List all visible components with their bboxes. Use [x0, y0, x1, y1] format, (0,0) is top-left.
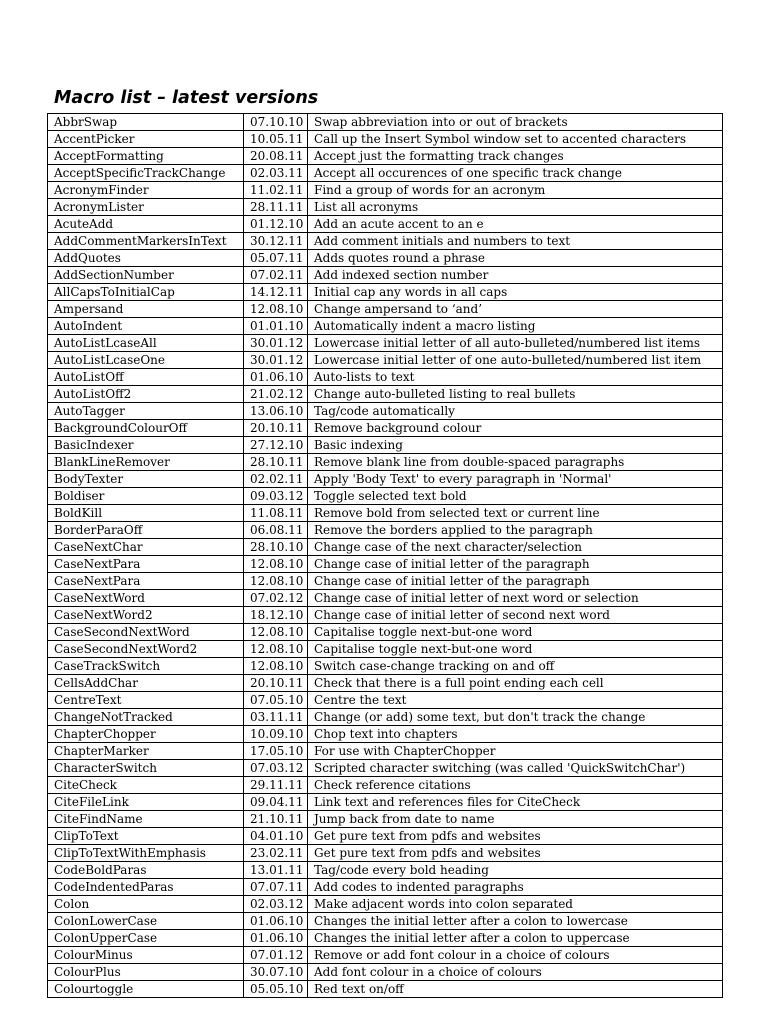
table-row	[48, 947, 723, 964]
macro-description-cell: Add an acute accent to an e	[308, 216, 723, 233]
macro-name-cell: AutoTagger	[48, 403, 244, 420]
macro-date-cell: 02.03.11	[244, 165, 308, 182]
macro-name-cell: CiteCheck	[48, 777, 244, 794]
macro-name-cell: CiteFileLink	[48, 794, 244, 811]
macro-description-cell: Remove or add font colour in a choice of colours	[308, 947, 723, 964]
macro-name-cell: AutoListLcaseAll	[48, 335, 244, 352]
table-row	[48, 845, 723, 862]
macro-date-cell: 01.06.10	[244, 930, 308, 947]
table-row	[48, 165, 723, 182]
macro-table	[47, 113, 723, 998]
table-row	[48, 743, 723, 760]
macro-date-cell: 21.10.11	[244, 811, 308, 828]
macro-description-cell: Accept just the formatting track changes	[308, 148, 723, 165]
macro-date-cell: 05.07.11	[244, 250, 308, 267]
table-row	[48, 539, 723, 556]
macro-date-cell: 06.08.11	[244, 522, 308, 539]
macro-description-cell: Find a group of words for an acronym	[308, 182, 723, 199]
macro-name-cell: AccentPicker	[48, 131, 244, 148]
macro-description-cell: Check that there is a full point ending each cell	[308, 675, 723, 692]
macro-date-cell: 04.01.10	[244, 828, 308, 845]
macro-name-cell: BlankLineRemover	[48, 454, 244, 471]
macro-description-cell: Add comment initials and numbers to text	[308, 233, 723, 250]
table-row	[48, 437, 723, 454]
macro-date-cell: 30.01.12	[244, 352, 308, 369]
macro-date-cell: 10.09.10	[244, 726, 308, 743]
macro-name-cell: Colon	[48, 896, 244, 913]
macro-name-cell: CaseSecondNextWord	[48, 624, 244, 641]
macro-date-cell: 28.11.11	[244, 199, 308, 216]
macro-name-cell: CaseNextWord2	[48, 607, 244, 624]
macro-name-cell: BoldKill	[48, 505, 244, 522]
table-row	[48, 488, 723, 505]
table-row	[48, 692, 723, 709]
macro-description-cell: For use with ChapterChopper	[308, 743, 723, 760]
macro-description-cell: Get pure text from pdfs and websites	[308, 845, 723, 862]
macro-name-cell: AddQuotes	[48, 250, 244, 267]
macro-description-cell: Apply 'Body Text' to every paragraph in 'Normal'	[308, 471, 723, 488]
table-row	[48, 471, 723, 488]
table-row	[48, 811, 723, 828]
macro-description-cell: Jump back from date to name	[308, 811, 723, 828]
table-row	[48, 607, 723, 624]
table-row	[48, 522, 723, 539]
macro-name-cell: CodeBoldParas	[48, 862, 244, 879]
macro-date-cell: 07.10.10	[244, 114, 308, 131]
macro-date-cell: 30.07.10	[244, 964, 308, 981]
macro-name-cell: AcuteAdd	[48, 216, 244, 233]
table-row	[48, 862, 723, 879]
macro-date-cell: 20.10.11	[244, 420, 308, 437]
macro-description-cell: Remove the borders applied to the paragraph	[308, 522, 723, 539]
macro-name-cell: AcceptFormatting	[48, 148, 244, 165]
macro-name-cell: AutoListOff	[48, 369, 244, 386]
table-row	[48, 335, 723, 352]
macro-date-cell: 03.11.11	[244, 709, 308, 726]
macro-date-cell: 12.08.10	[244, 301, 308, 318]
table-row	[48, 284, 723, 301]
macro-name-cell: Boldiser	[48, 488, 244, 505]
macro-name-cell: Ampersand	[48, 301, 244, 318]
macro-name-cell: CentreText	[48, 692, 244, 709]
macro-name-cell: CellsAddChar	[48, 675, 244, 692]
table-row	[48, 981, 723, 998]
macro-description-cell: Remove blank line from double-spaced paragraphs	[308, 454, 723, 471]
macro-name-cell: CaseNextChar	[48, 539, 244, 556]
macro-date-cell: 18.12.10	[244, 607, 308, 624]
table-row	[48, 301, 723, 318]
macro-date-cell: 02.03.12	[244, 896, 308, 913]
macro-description-cell: Capitalise toggle next-but-one word	[308, 641, 723, 658]
macro-date-cell: 02.02.11	[244, 471, 308, 488]
macro-description-cell: Get pure text from pdfs and websites	[308, 828, 723, 845]
table-row	[48, 233, 723, 250]
macro-date-cell: 17.05.10	[244, 743, 308, 760]
table-row	[48, 624, 723, 641]
macro-description-cell: Change case of initial letter of the paragraph	[308, 556, 723, 573]
macro-description-cell: Lowercase initial letter of all auto-bulleted/numbered list items	[308, 335, 723, 352]
macro-name-cell: AllCapsToInitialCap	[48, 284, 244, 301]
macro-date-cell: 07.07.11	[244, 879, 308, 896]
macro-date-cell: 20.10.11	[244, 675, 308, 692]
macro-description-cell: Tag/code automatically	[308, 403, 723, 420]
macro-name-cell: ChapterMarker	[48, 743, 244, 760]
macro-date-cell: 10.05.11	[244, 131, 308, 148]
macro-description-cell: Call up the Insert Symbol window set to accented characters	[308, 131, 723, 148]
macro-name-cell: CharacterSwitch	[48, 760, 244, 777]
table-row	[48, 828, 723, 845]
macro-date-cell: 12.08.10	[244, 556, 308, 573]
macro-name-cell: AutoListLcaseOne	[48, 352, 244, 369]
macro-description-cell: Accept all occurences of one specific track change	[308, 165, 723, 182]
macro-date-cell: 11.08.11	[244, 505, 308, 522]
macro-date-cell: 01.01.10	[244, 318, 308, 335]
macro-name-cell: CaseNextWord	[48, 590, 244, 607]
table-row	[48, 709, 723, 726]
macro-date-cell: 09.03.12	[244, 488, 308, 505]
macro-date-cell: 12.08.10	[244, 641, 308, 658]
table-row	[48, 131, 723, 148]
macro-name-cell: Colourtoggle	[48, 981, 244, 998]
macro-name-cell: ChangeNotTracked	[48, 709, 244, 726]
macro-description-cell: Add codes to indented paragraphs	[308, 879, 723, 896]
macro-description-cell: Change case of initial letter of second next word	[308, 607, 723, 624]
macro-description-cell: Switch case-change tracking on and off	[308, 658, 723, 675]
table-row	[48, 777, 723, 794]
table-row	[48, 930, 723, 947]
table-row	[48, 420, 723, 437]
macro-date-cell: 01.06.10	[244, 913, 308, 930]
macro-name-cell: ColonUpperCase	[48, 930, 244, 947]
macro-description-cell: Centre the text	[308, 692, 723, 709]
macro-date-cell: 07.02.12	[244, 590, 308, 607]
macro-date-cell: 20.08.11	[244, 148, 308, 165]
macro-description-cell: Change auto-bulleted listing to real bullets	[308, 386, 723, 403]
macro-description-cell: Scripted character switching (was called 'QuickSwitchChar')	[308, 760, 723, 777]
table-row	[48, 879, 723, 896]
macro-description-cell: Change (or add) some text, but don't track the change	[308, 709, 723, 726]
macro-name-cell: ChapterChopper	[48, 726, 244, 743]
macro-description-cell: Toggle selected text bold	[308, 488, 723, 505]
macro-name-cell: CiteFindName	[48, 811, 244, 828]
macro-description-cell: Red text on/off	[308, 981, 723, 998]
macro-name-cell: AcronymFinder	[48, 182, 244, 199]
table-row	[48, 114, 723, 131]
macro-name-cell: BasicIndexer	[48, 437, 244, 454]
macro-name-cell: AddSectionNumber	[48, 267, 244, 284]
macro-date-cell: 30.12.11	[244, 233, 308, 250]
macro-name-cell: AddCommentMarkersInText	[48, 233, 244, 250]
macro-name-cell: BorderParaOff	[48, 522, 244, 539]
macro-date-cell: 01.06.10	[244, 369, 308, 386]
macro-description-cell: Swap abbreviation into or out of brackets	[308, 114, 723, 131]
table-row	[48, 454, 723, 471]
macro-name-cell: AcronymLister	[48, 199, 244, 216]
macro-description-cell: Change case of the next character/selection	[308, 539, 723, 556]
table-row	[48, 556, 723, 573]
macro-description-cell: Add indexed section number	[308, 267, 723, 284]
macro-description-cell: Change case of initial letter of the paragraph	[308, 573, 723, 590]
macro-description-cell: Chop text into chapters	[308, 726, 723, 743]
macro-name-cell: CaseNextPara	[48, 573, 244, 590]
macro-name-cell: CaseTrackSwitch	[48, 658, 244, 675]
macro-description-cell: Lowercase initial letter of one auto-bulleted/numbered list item	[308, 352, 723, 369]
macro-description-cell: Changes the initial letter after a colon to lowercase	[308, 913, 723, 930]
table-row	[48, 369, 723, 386]
macro-date-cell: 30.01.12	[244, 335, 308, 352]
macro-description-cell: Remove bold from selected text or current line	[308, 505, 723, 522]
macro-description-cell: Make adjacent words into colon separated	[308, 896, 723, 913]
table-row	[48, 182, 723, 199]
macro-name-cell: ColourPlus	[48, 964, 244, 981]
table-row	[48, 250, 723, 267]
macro-name-cell: ClipToTextWithEmphasis	[48, 845, 244, 862]
macro-date-cell: 05.05.10	[244, 981, 308, 998]
macro-name-cell: ClipToText	[48, 828, 244, 845]
table-row	[48, 726, 723, 743]
macro-date-cell: 14.12.11	[244, 284, 308, 301]
macro-date-cell: 11.02.11	[244, 182, 308, 199]
macro-name-cell: ColourMinus	[48, 947, 244, 964]
macro-table-body	[48, 114, 723, 998]
macro-date-cell: 07.03.12	[244, 760, 308, 777]
macro-description-cell: Automatically indent a macro listing	[308, 318, 723, 335]
macro-date-cell: 12.08.10	[244, 624, 308, 641]
macro-description-cell: Basic indexing	[308, 437, 723, 454]
macro-description-cell: Initial cap any words in all caps	[308, 284, 723, 301]
macro-date-cell: 07.01.12	[244, 947, 308, 964]
table-row	[48, 403, 723, 420]
macro-name-cell: AutoIndent	[48, 318, 244, 335]
macro-date-cell: 12.08.10	[244, 658, 308, 675]
macro-date-cell: 21.02.12	[244, 386, 308, 403]
table-row	[48, 675, 723, 692]
macro-description-cell: Capitalise toggle next-but-one word	[308, 624, 723, 641]
macro-date-cell: 12.08.10	[244, 573, 308, 590]
page-title: Macro list – latest versions	[54, 88, 319, 108]
macro-description-cell: Change ampersand to ‘and’	[308, 301, 723, 318]
macro-date-cell: 13.01.11	[244, 862, 308, 879]
macro-date-cell: 09.04.11	[244, 794, 308, 811]
macro-name-cell: CodeIndentedParas	[48, 879, 244, 896]
macro-date-cell: 23.02.11	[244, 845, 308, 862]
macro-description-cell: Tag/code every bold heading	[308, 862, 723, 879]
table-row	[48, 386, 723, 403]
table-row	[48, 267, 723, 284]
macro-date-cell: 13.06.10	[244, 403, 308, 420]
macro-description-cell: Adds quotes round a phrase	[308, 250, 723, 267]
table-row	[48, 794, 723, 811]
table-row	[48, 216, 723, 233]
macro-name-cell: CaseSecondNextWord2	[48, 641, 244, 658]
macro-name-cell: ColonLowerCase	[48, 913, 244, 930]
table-row	[48, 573, 723, 590]
macro-name-cell: AutoListOff2	[48, 386, 244, 403]
macro-name-cell: BodyTexter	[48, 471, 244, 488]
table-row	[48, 760, 723, 777]
table-row	[48, 658, 723, 675]
macro-date-cell: 07.02.11	[244, 267, 308, 284]
macro-description-cell: Remove background colour	[308, 420, 723, 437]
table-row	[48, 318, 723, 335]
macro-name-cell: AbbrSwap	[48, 114, 244, 131]
table-row	[48, 352, 723, 369]
table-row	[48, 913, 723, 930]
table-row	[48, 641, 723, 658]
table-row	[48, 964, 723, 981]
macro-description-cell: Check reference citations	[308, 777, 723, 794]
table-row	[48, 148, 723, 165]
macro-date-cell: 28.10.10	[244, 539, 308, 556]
macro-description-cell: Change case of initial letter of next word or selection	[308, 590, 723, 607]
macro-date-cell: 27.12.10	[244, 437, 308, 454]
macro-name-cell: CaseNextPara	[48, 556, 244, 573]
macro-name-cell: AcceptSpecificTrackChange	[48, 165, 244, 182]
table-row	[48, 505, 723, 522]
table-row	[48, 199, 723, 216]
macro-date-cell: 07.05.10	[244, 692, 308, 709]
table-row	[48, 896, 723, 913]
macro-date-cell: 28.10.11	[244, 454, 308, 471]
table-row	[48, 590, 723, 607]
macro-description-cell: Changes the initial letter after a colon to uppercase	[308, 930, 723, 947]
macro-description-cell: Auto-lists to text	[308, 369, 723, 386]
macro-date-cell: 29.11.11	[244, 777, 308, 794]
macro-description-cell: List all acronyms	[308, 199, 723, 216]
macro-name-cell: BackgroundColourOff	[48, 420, 244, 437]
macro-description-cell: Add font colour in a choice of colours	[308, 964, 723, 981]
macro-description-cell: Link text and references files for CiteCheck	[308, 794, 723, 811]
macro-date-cell: 01.12.10	[244, 216, 308, 233]
